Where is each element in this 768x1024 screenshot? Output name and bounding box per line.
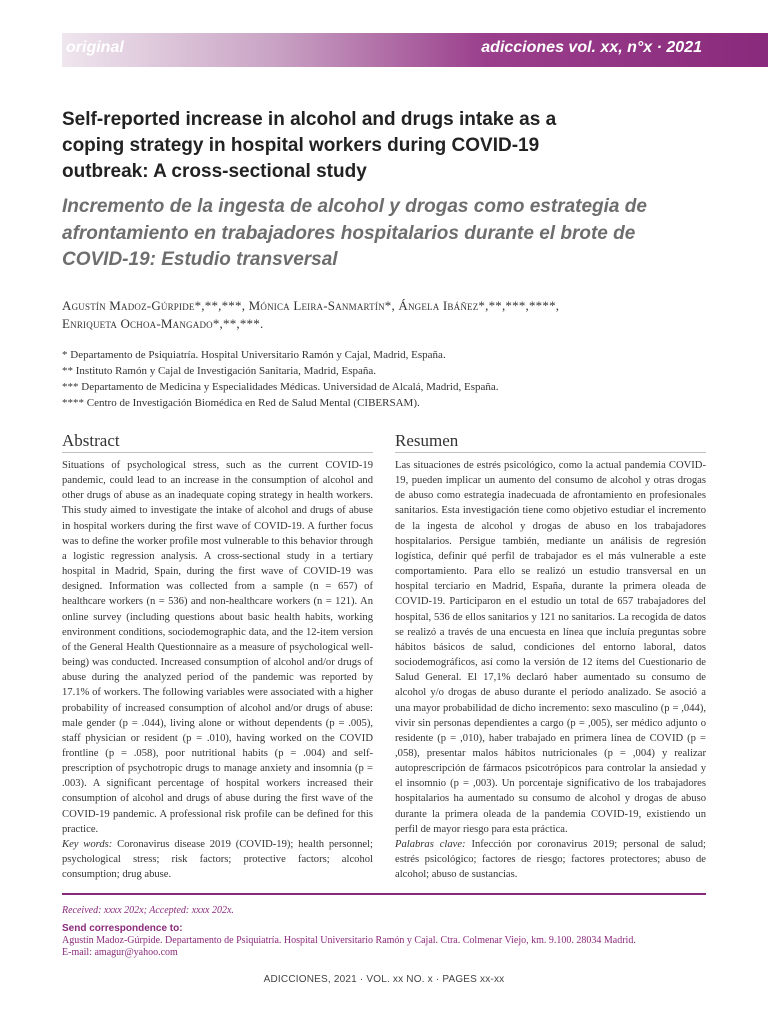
palabras-clave-text: Infección por coronavirus 2019; personal de salud; estrés psicológico; factores de riesgo; factores protectores; abuso de alcohol; abuso de sustancias. — [395, 838, 706, 881]
journal-issue: adicciones vol. xx, n°x · 2021 — [481, 39, 702, 56]
received-dates: Received: xxxx 202x; Accepted: xxxx 202x. — [62, 905, 234, 916]
correspondence-address: Agustín Madoz-Gúrpide. Departamento de Psiquiatría. Hospital Universitario Ramón y Cajal. Ctra. Colmenar Viejo, km. 9.100. 28034 Madrid. — [62, 935, 636, 946]
section-label: original — [66, 39, 124, 56]
abstract-body: Situations of psychological stress, such as the current COVID-19 pandemic, could lead to an increase in the consumption of alcohol and other drugs of abuse as an inadequate coping strategy in health workers. This study aimed to investigate the intake of alcohol and drugs of abuse in hospital workers during the first wave of COVID-19. A further focus was to define the worker profile most vulnerable to this behavior through a logistic regression analysis. A cross-sectional study in a tertiary hospital in Madrid, Spain, during the first wave of COVID-19 was designed. Information was collected from a sample (n = 657) of healthcare workers (n = 536) and non-healthcare workers (n = 121). An online survey (including questions about basic health habits, working environment conditions, sociodemographic data, and the 12-item version of the General Health Questionnaire as a measure of psychological well-being) was conducted. Increased consumption of alcohol and/or drugs of abuse during the analyzed period of the pandemic was reported by 17.1% of workers. The following variables were associated with a higher probability of increased consumption of alcohol and/or drugs of abuse: male gender (p = .044), living alone or without dependents (p = .005), staff physician or resident (p = .010), having worked on the COVID frontline (p = .058), poor nutritional habits (p = .004) and self-prescription of psychotropic drugs to manage anxiety and insomnia (p = .003). A significant percentage of hospital workers increased their consumption of alcohol and drugs of abuse during the first wave of the COVID-19 pandemic. A professional risk profile can be defined for this practice. — [62, 460, 373, 835]
resumen-body: Las situaciones de estrés psicológico, como la actual pandemia COVID-19, pueden implicar un aumento del consumo de alcohol y otras drogas de abuso como estrategia inadecuada de afrontamiento en profesionales sanitarios. Esta investigación tiene como objetivo estudiar el incremento de la ingesta de alcohol y drogas de abuso en los trabajadores hospitalarios. Persigue también, mediante un análisis de regresión logística, definir qué perfil de trabajador es el más vulnerable a este comportamiento. Para ello se realizó un estudio transversal en un hospital terciario en Madrid, España, durante la primera oleada de COVID-19. Participaron en el estudio un total de 657 trabajadores del hospital, 536 de ellos sanitarios y 121 no sanitarios. La recogida de datos se realizó a través de una encuesta en línea que incluía preguntas sobre hábitos básicos de salud, condiciones del entorno laboral, datos sociodemográficos, así como la versión de 12 ítems del Cuestionario de Salud General. El 17,1% declaró haber aumentado su consumo de alcohol y/o drogas de abuso durante el período analizado. Se asoció a una mayor probabilidad de dicho incremento: sexo masculino (p = ,044), vivir sin personas dependientes a cargo (p = ,005), ser médico adjunto o residente (p = ,010), haber trabajado en primera línea de COVID (p = ,058), presentar malos hábitos nutricionales (p = ,004) y realizar autoprescripción de fármacos psicotrópicos para controlar la ansiedad y el insomnio (p = ,003). Un porcentaje significativo de los trabajadores hospitalarios ha aumentado su consumo de alcohol y drogas de abuso durante la primera oleada de la pandemia COVID-19, existiendo un perfil de mayor riesgo para esta práctica. — [395, 460, 706, 835]
abstract-column — [62, 458, 373, 882]
affiliation-4: **** Centro de Investigación Biomédica en Red de Salud Mental (CIBERSAM). — [62, 397, 420, 409]
palabras-clave-label: Palabras clave: — [395, 838, 466, 850]
resumen-keywords — [395, 837, 706, 882]
title-spanish: Incremento de la ingesta de alcohol y drogas como estrategia de afrontamiento en trabajadores hospitalarios durante el brote de COVID-19: Estudio transversal — [62, 196, 647, 270]
header-banner — [62, 33, 768, 67]
keywords-label: Key words: — [62, 838, 113, 850]
abstract-keywords — [62, 837, 373, 882]
correspondence-title: Send correspondence to: — [62, 923, 183, 934]
section-divider — [62, 893, 706, 895]
resumen-heading-rule — [395, 452, 706, 453]
correspondence-email: E-mail: amagur@yahoo.com — [62, 947, 178, 958]
abstract-heading: Abstract — [62, 431, 120, 450]
resumen-heading: Resumen — [395, 431, 459, 450]
author-list — [62, 297, 702, 333]
resumen-column — [395, 458, 706, 882]
keywords-text: Coronavirus disease 2019 (COVID-19); health personnel; psychological stress; risk factors; protective factors; alcohol consumption; drug abuse. — [62, 838, 373, 881]
abstract-heading-rule — [62, 452, 373, 453]
author-line: Agustín Madoz-Gúrpide*,**,***, Mónica Leira-Sanmartín*, Ángela Ibáñez*,**,***,****, — [62, 298, 560, 313]
page-footer: ADICCIONES, 2021 · VOL. xx NO. x · PAGES xx-xx — [263, 974, 505, 985]
affiliations — [62, 347, 702, 411]
affiliation-1: * Departamento de Psiquiatría. Hospital Universitario Ramón y Cajal, Madrid, España. — [62, 349, 446, 361]
affiliation-3: *** Departamento de Medicina y Especialidades Médicas. Universidad de Alcalá, Madrid, España. — [62, 381, 499, 393]
author-line: Enriqueta Ochoa-Mangado*,**,***. — [62, 316, 264, 331]
affiliation-2: ** Instituto Ramón y Cajal de Investigación Sanitaria, Madrid, España. — [62, 365, 377, 377]
title-english: Self-reported increase in alcohol and drugs intake as a coping strategy in hospital workers during COVID-19 outbreak: A cross-sectional study — [62, 109, 557, 182]
